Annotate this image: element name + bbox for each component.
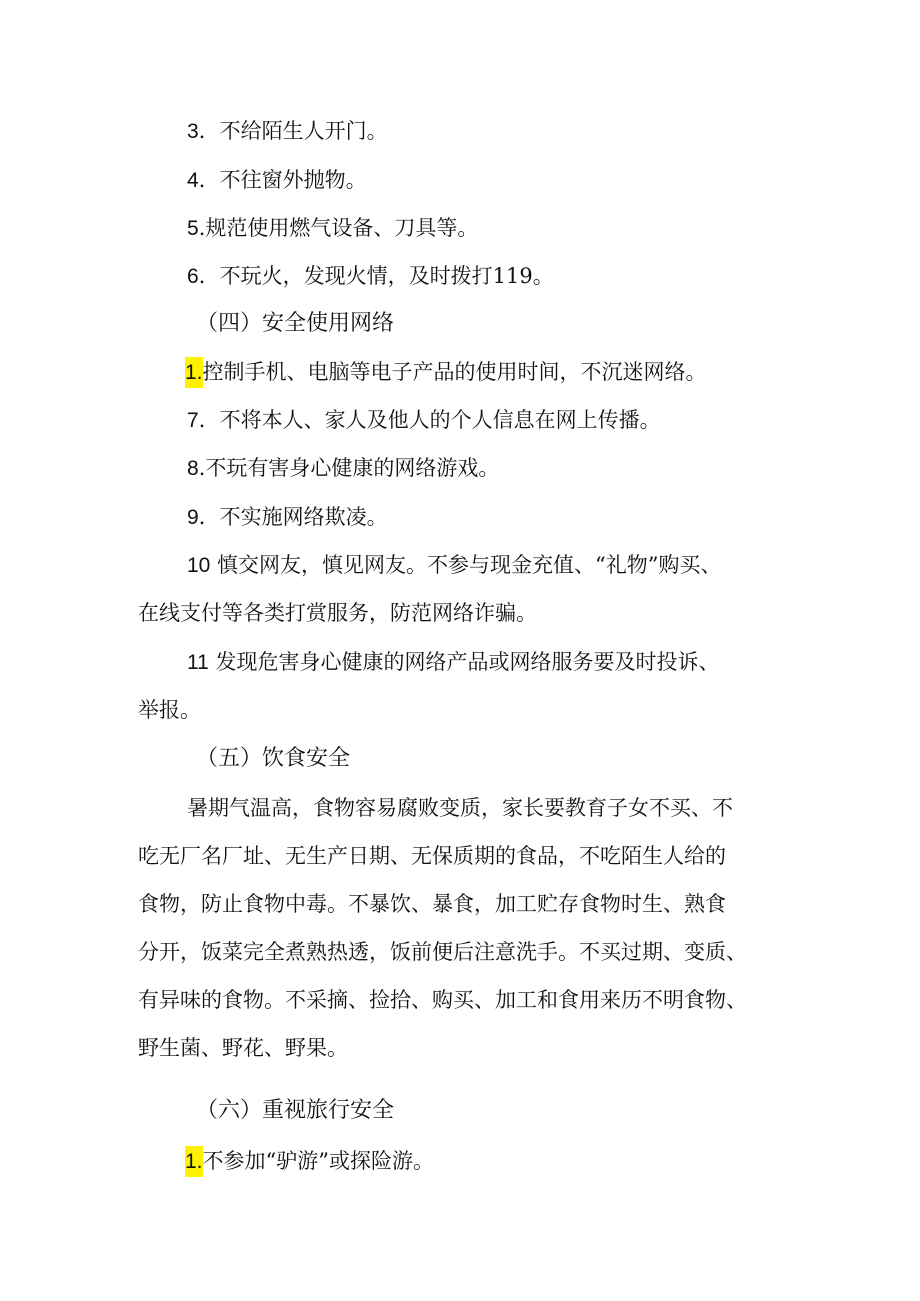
highlighted-item-number: 1. xyxy=(185,357,203,388)
list-item-network-1 xyxy=(185,357,707,387)
list-item-7 xyxy=(187,405,661,435)
list-item-9 xyxy=(187,502,388,532)
item-text: .规范使用燃气设备、刀具等。 xyxy=(198,216,479,240)
list-item-10-line-1 xyxy=(187,550,722,580)
item-text: ．不实施网络欺凌。 xyxy=(198,505,388,529)
paragraph-line: 野生菌、野花、野果。 xyxy=(138,1036,348,1060)
list-item-5 xyxy=(187,213,478,243)
list-item-3 xyxy=(187,116,388,146)
section-heading-network-safety: （四）安全使用网络 xyxy=(196,311,395,336)
item-text: ．不玩火，发现火情，及时拨打119。 xyxy=(198,264,554,288)
list-item-6 xyxy=(187,261,554,291)
list-item-10-line-2: 在线支付等各类打赏服务，防范网络诈骗。 xyxy=(138,601,537,625)
paragraph-line: 有异味的食物。不采摘、捡拾、购买、加工和食用来历不明食物、 xyxy=(138,988,747,1012)
paragraph-line: 吃无厂名厂址、无生产日期、无保质期的食品，不吃陌生人给的 xyxy=(138,844,726,868)
highlighted-item-number: 1. xyxy=(185,1146,203,1177)
list-item-travel-1 xyxy=(185,1146,434,1176)
item-text: 不参加“驴游”或探险游。 xyxy=(202,1149,434,1173)
item-text: 控制手机、电脑等电子产品的使用时间，不沉迷网络。 xyxy=(202,360,707,384)
paragraph-line: 暑期气温高，食物容易腐败变质，家长要教育子女不买、不 xyxy=(187,796,733,820)
item-text: ．不给陌生人开门。 xyxy=(198,119,388,143)
item-number: 7 xyxy=(187,409,199,432)
paragraph-line: 食物，防止食物中毒。不暴饮、暴食，加工贮存食物时生、熟食 xyxy=(138,892,726,916)
item-number: 3 xyxy=(187,120,199,143)
section-heading-travel-safety: （六）重视旅行安全 xyxy=(196,1098,395,1123)
item-number: 5 xyxy=(187,217,199,240)
list-item-8 xyxy=(187,453,499,483)
list-item-11-line-1 xyxy=(187,647,720,677)
item-text: ．不往窗外抛物。 xyxy=(198,168,367,192)
item-text: ．不将本人、家人及他人的个人信息在网上传播。 xyxy=(198,408,661,432)
item-text: .不玩有害身心健康的网络游戏。 xyxy=(198,456,500,480)
item-number: 4 xyxy=(187,169,199,192)
item-text: 慎交网友，慎见网友。不参与现金充值、“礼物”购买、 xyxy=(217,553,722,577)
list-item-11-line-2: 举报。 xyxy=(138,698,201,722)
item-number: 8 xyxy=(187,457,199,480)
list-item-4 xyxy=(187,165,367,195)
item-number: 9 xyxy=(187,506,199,529)
item-text: 发现危害身心健康的网络产品或网络服务要及时投诉、 xyxy=(215,650,720,674)
paragraph-line: 分开，饭菜完全煮熟热透，饭前便后注意洗手。不买过期、变质、 xyxy=(138,940,747,964)
item-number: 6 xyxy=(187,265,199,288)
section-heading-food-safety: （五）饮食安全 xyxy=(196,746,351,771)
item-number: 11 xyxy=(187,651,209,674)
item-number: 10 xyxy=(187,554,211,577)
